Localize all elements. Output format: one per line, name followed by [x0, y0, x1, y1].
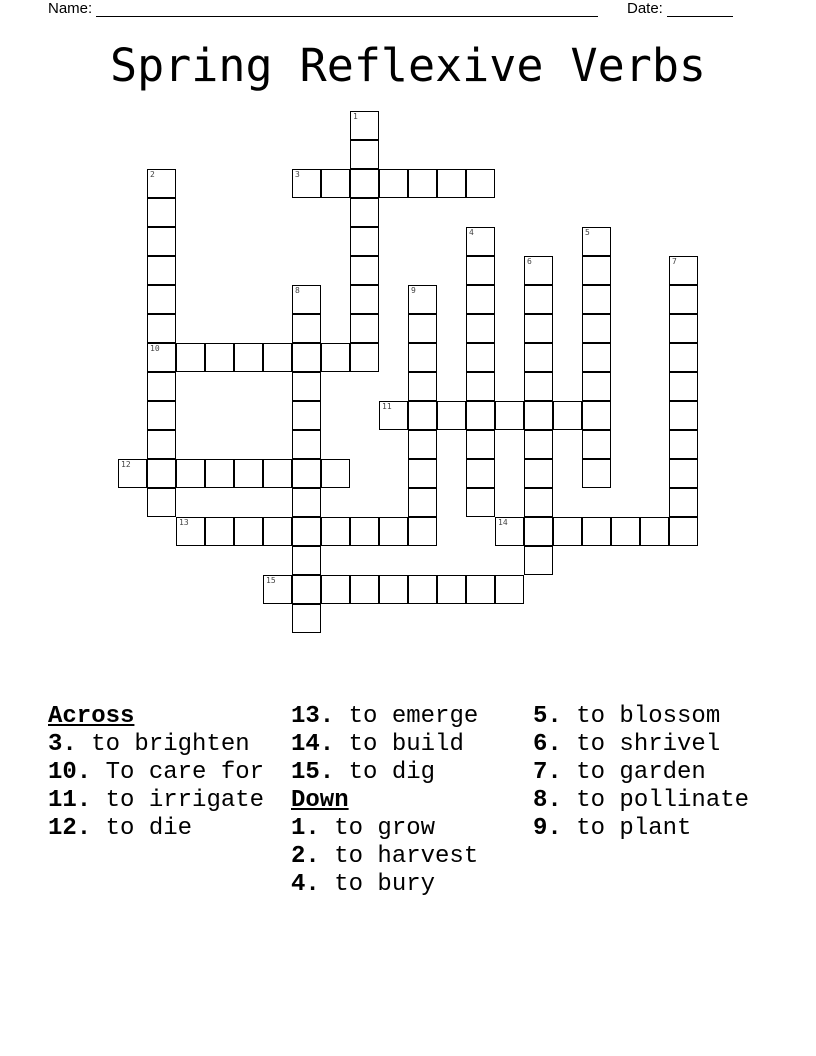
grid-cell[interactable] — [553, 401, 582, 430]
grid-cell[interactable] — [350, 575, 379, 604]
grid-cell[interactable] — [640, 517, 669, 546]
grid-cell[interactable] — [466, 401, 495, 430]
clue-item — [291, 843, 521, 871]
grid-cell[interactable] — [408, 343, 437, 372]
clue-number: 1 — [353, 112, 358, 121]
grid-cell[interactable] — [466, 459, 495, 488]
clue-item — [291, 703, 521, 731]
grid-cell[interactable] — [234, 459, 263, 488]
grid-cell[interactable] — [292, 517, 321, 546]
grid-cell[interactable] — [437, 575, 466, 604]
grid-cell[interactable] — [147, 372, 176, 401]
grid-cell[interactable] — [321, 343, 350, 372]
clue-item-text: to shrivel — [561, 731, 721, 758]
clue-item-number: 5. — [533, 703, 562, 730]
grid-cell[interactable] — [234, 343, 263, 372]
grid-cell[interactable] — [524, 256, 553, 285]
grid-cell[interactable] — [669, 430, 698, 459]
clue-item — [533, 731, 793, 759]
grid-cell[interactable] — [582, 430, 611, 459]
grid-cell[interactable] — [147, 314, 176, 343]
grid-cell[interactable] — [176, 517, 205, 546]
clue-item-number: 12. — [48, 815, 92, 842]
grid-cell[interactable] — [495, 575, 524, 604]
grid-cell[interactable] — [408, 575, 437, 604]
grid-cell[interactable] — [408, 169, 437, 198]
clue-number: 13 — [179, 518, 189, 527]
grid-cell[interactable] — [379, 517, 408, 546]
clue-item-number: 6. — [533, 731, 562, 758]
grid-cell[interactable] — [582, 372, 611, 401]
clue-item-number: 15. — [291, 759, 335, 786]
grid-cell[interactable] — [205, 517, 234, 546]
grid-cell[interactable] — [176, 343, 205, 372]
grid-cell[interactable] — [437, 401, 466, 430]
grid-cell[interactable] — [292, 372, 321, 401]
grid-cell[interactable] — [263, 343, 292, 372]
grid-cell[interactable] — [263, 459, 292, 488]
grid-cell[interactable] — [466, 314, 495, 343]
clue-item — [291, 759, 521, 787]
grid-cell[interactable] — [147, 227, 176, 256]
grid-cell[interactable] — [524, 546, 553, 575]
grid-cell[interactable] — [147, 459, 176, 488]
grid-cell[interactable] — [379, 169, 408, 198]
grid-cell[interactable] — [524, 372, 553, 401]
grid-cell[interactable] — [321, 575, 350, 604]
grid-cell[interactable] — [292, 285, 321, 314]
clue-item-number: 11. — [48, 787, 92, 814]
clue-item — [291, 871, 521, 899]
clue-item-text: to irrigate — [91, 787, 265, 814]
grid-cell[interactable] — [176, 459, 205, 488]
clue-item — [48, 759, 278, 787]
clue-item-text: to blossom — [561, 703, 721, 730]
grid-cell[interactable] — [669, 488, 698, 517]
grid-cell[interactable] — [582, 459, 611, 488]
grid-cell[interactable] — [408, 488, 437, 517]
grid-cell[interactable] — [408, 517, 437, 546]
grid-cell[interactable] — [466, 343, 495, 372]
clue-number: 5 — [585, 228, 590, 237]
grid-cell[interactable] — [524, 430, 553, 459]
grid-cell[interactable] — [495, 401, 524, 430]
name-label: Name: — [48, 0, 93, 17]
grid-cell[interactable] — [350, 140, 379, 169]
clue-item — [533, 815, 793, 843]
page-title: Spring Reflexive Verbs — [109, 39, 707, 92]
clue-item-number: 7. — [533, 759, 562, 786]
grid-cell[interactable] — [669, 285, 698, 314]
grid-cell[interactable] — [292, 546, 321, 575]
grid-cell[interactable] — [350, 285, 379, 314]
clue-item-number: 13. — [291, 703, 335, 730]
clue-column-1 — [48, 703, 278, 843]
grid-cell[interactable] — [582, 401, 611, 430]
grid-cell[interactable] — [292, 169, 321, 198]
clue-item-text: to dig — [334, 759, 436, 786]
grid-cell[interactable] — [553, 517, 582, 546]
grid-cell[interactable] — [408, 314, 437, 343]
clue-item — [48, 787, 278, 815]
grid-cell[interactable] — [582, 517, 611, 546]
grid-cell[interactable] — [669, 372, 698, 401]
clue-number: 11 — [382, 402, 392, 411]
clue-number: 6 — [527, 257, 532, 266]
clue-heading: Down — [291, 787, 349, 814]
grid-cell[interactable] — [292, 604, 321, 633]
grid-cell[interactable] — [408, 285, 437, 314]
grid-cell[interactable] — [118, 459, 147, 488]
grid-cell[interactable] — [350, 343, 379, 372]
clue-item-text: to grow — [319, 815, 436, 842]
grid-cell[interactable] — [524, 343, 553, 372]
clue-number: 9 — [411, 286, 416, 295]
grid-cell[interactable] — [350, 198, 379, 227]
grid-cell[interactable] — [582, 343, 611, 372]
clue-number: 4 — [469, 228, 474, 237]
grid-cell[interactable] — [669, 517, 698, 546]
grid-cell[interactable] — [582, 256, 611, 285]
grid-cell[interactable] — [495, 517, 524, 546]
clue-item-text: To care for — [91, 759, 265, 786]
grid-cell[interactable] — [524, 285, 553, 314]
grid-cell[interactable] — [466, 575, 495, 604]
grid-cell[interactable] — [205, 459, 234, 488]
grid-cell[interactable] — [524, 488, 553, 517]
grid-cell[interactable] — [350, 517, 379, 546]
grid-cell[interactable] — [321, 517, 350, 546]
clue-item — [48, 815, 278, 843]
grid-cell[interactable] — [379, 575, 408, 604]
clue-item — [533, 787, 793, 815]
grid-cell[interactable] — [292, 430, 321, 459]
grid-cell[interactable] — [466, 256, 495, 285]
clue-item-text: to die — [91, 815, 193, 842]
grid-cell[interactable] — [408, 401, 437, 430]
grid-cell[interactable] — [292, 401, 321, 430]
grid-cell[interactable] — [147, 169, 176, 198]
grid-cell[interactable] — [147, 198, 176, 227]
clue-number: 2 — [150, 170, 155, 179]
grid-cell[interactable] — [350, 111, 379, 140]
grid-cell[interactable] — [466, 372, 495, 401]
grid-cell[interactable] — [582, 227, 611, 256]
grid-cell[interactable] — [263, 517, 292, 546]
clue-number: 8 — [295, 286, 300, 295]
clue-number: 7 — [672, 257, 677, 266]
clue-item — [291, 815, 521, 843]
clue-item-text: to pollinate — [561, 787, 750, 814]
clue-item-text: to bury — [319, 871, 436, 898]
grid-cell[interactable] — [292, 343, 321, 372]
clue-item-number: 1. — [291, 815, 320, 842]
grid-cell[interactable] — [234, 517, 263, 546]
clue-item-number: 10. — [48, 759, 92, 786]
grid-cell[interactable] — [466, 430, 495, 459]
grid-cell[interactable] — [524, 517, 553, 546]
clue-item-text: to plant — [561, 815, 692, 842]
clue-number: 12 — [121, 460, 131, 469]
clue-item-text: to harvest — [319, 843, 479, 870]
grid-cell[interactable] — [669, 343, 698, 372]
grid-cell[interactable] — [582, 285, 611, 314]
clue-item — [48, 731, 278, 759]
grid-cell[interactable] — [292, 459, 321, 488]
clue-column-3 — [533, 703, 793, 843]
clue-item-number: 9. — [533, 815, 562, 842]
clue-item-text: to emerge — [334, 703, 479, 730]
grid-cell[interactable] — [147, 401, 176, 430]
grid-cell[interactable] — [611, 517, 640, 546]
grid-cell[interactable] — [524, 459, 553, 488]
clue-item-text: to brighten — [76, 731, 250, 758]
grid-cell[interactable] — [147, 256, 176, 285]
grid-cell[interactable] — [466, 488, 495, 517]
grid-cell[interactable] — [408, 372, 437, 401]
clue-item-number: 3. — [48, 731, 77, 758]
grid-cell[interactable] — [147, 285, 176, 314]
grid-cell[interactable] — [350, 314, 379, 343]
grid-cell[interactable] — [263, 575, 292, 604]
clue-item-number: 2. — [291, 843, 320, 870]
grid-cell[interactable] — [379, 401, 408, 430]
clue-item-text: to garden — [561, 759, 706, 786]
grid-cell[interactable] — [408, 430, 437, 459]
grid-cell[interactable] — [147, 430, 176, 459]
date-label: Date: — [627, 0, 663, 17]
clue-item-text: to build — [334, 731, 464, 758]
grid-cell[interactable] — [408, 459, 437, 488]
grid-cell[interactable] — [350, 169, 379, 198]
clue-item — [533, 759, 793, 787]
grid-cell[interactable] — [466, 285, 495, 314]
grid-cell[interactable] — [669, 256, 698, 285]
clue-item-number: 4. — [291, 871, 320, 898]
clue-number: 3 — [295, 170, 300, 179]
grid-cell[interactable] — [582, 314, 611, 343]
grid-cell[interactable] — [292, 488, 321, 517]
grid-cell[interactable] — [669, 459, 698, 488]
grid-cell[interactable] — [524, 401, 553, 430]
grid-cell[interactable] — [292, 314, 321, 343]
clue-number: 15 — [266, 576, 276, 585]
grid-cell[interactable] — [350, 256, 379, 285]
clue-column-2 — [291, 703, 521, 899]
clue-number: 14 — [498, 518, 508, 527]
grid-cell[interactable] — [350, 227, 379, 256]
clue-item — [291, 731, 521, 759]
grid-cell[interactable] — [466, 227, 495, 256]
grid-cell[interactable] — [205, 343, 234, 372]
grid-cell[interactable] — [669, 401, 698, 430]
clue-number: 10 — [150, 344, 160, 353]
grid-cell[interactable] — [437, 169, 466, 198]
grid-cell[interactable] — [466, 169, 495, 198]
grid-cell[interactable] — [321, 169, 350, 198]
grid-cell[interactable] — [524, 314, 553, 343]
grid-cell[interactable] — [147, 488, 176, 517]
clue-heading: Across — [48, 703, 135, 730]
grid-cell[interactable] — [292, 575, 321, 604]
grid-cell[interactable] — [669, 314, 698, 343]
grid-cell[interactable] — [147, 343, 176, 372]
grid-cell[interactable] — [321, 459, 350, 488]
clue-item — [533, 703, 793, 731]
clue-item-number: 8. — [533, 787, 562, 814]
clue-item-number: 14. — [291, 731, 335, 758]
